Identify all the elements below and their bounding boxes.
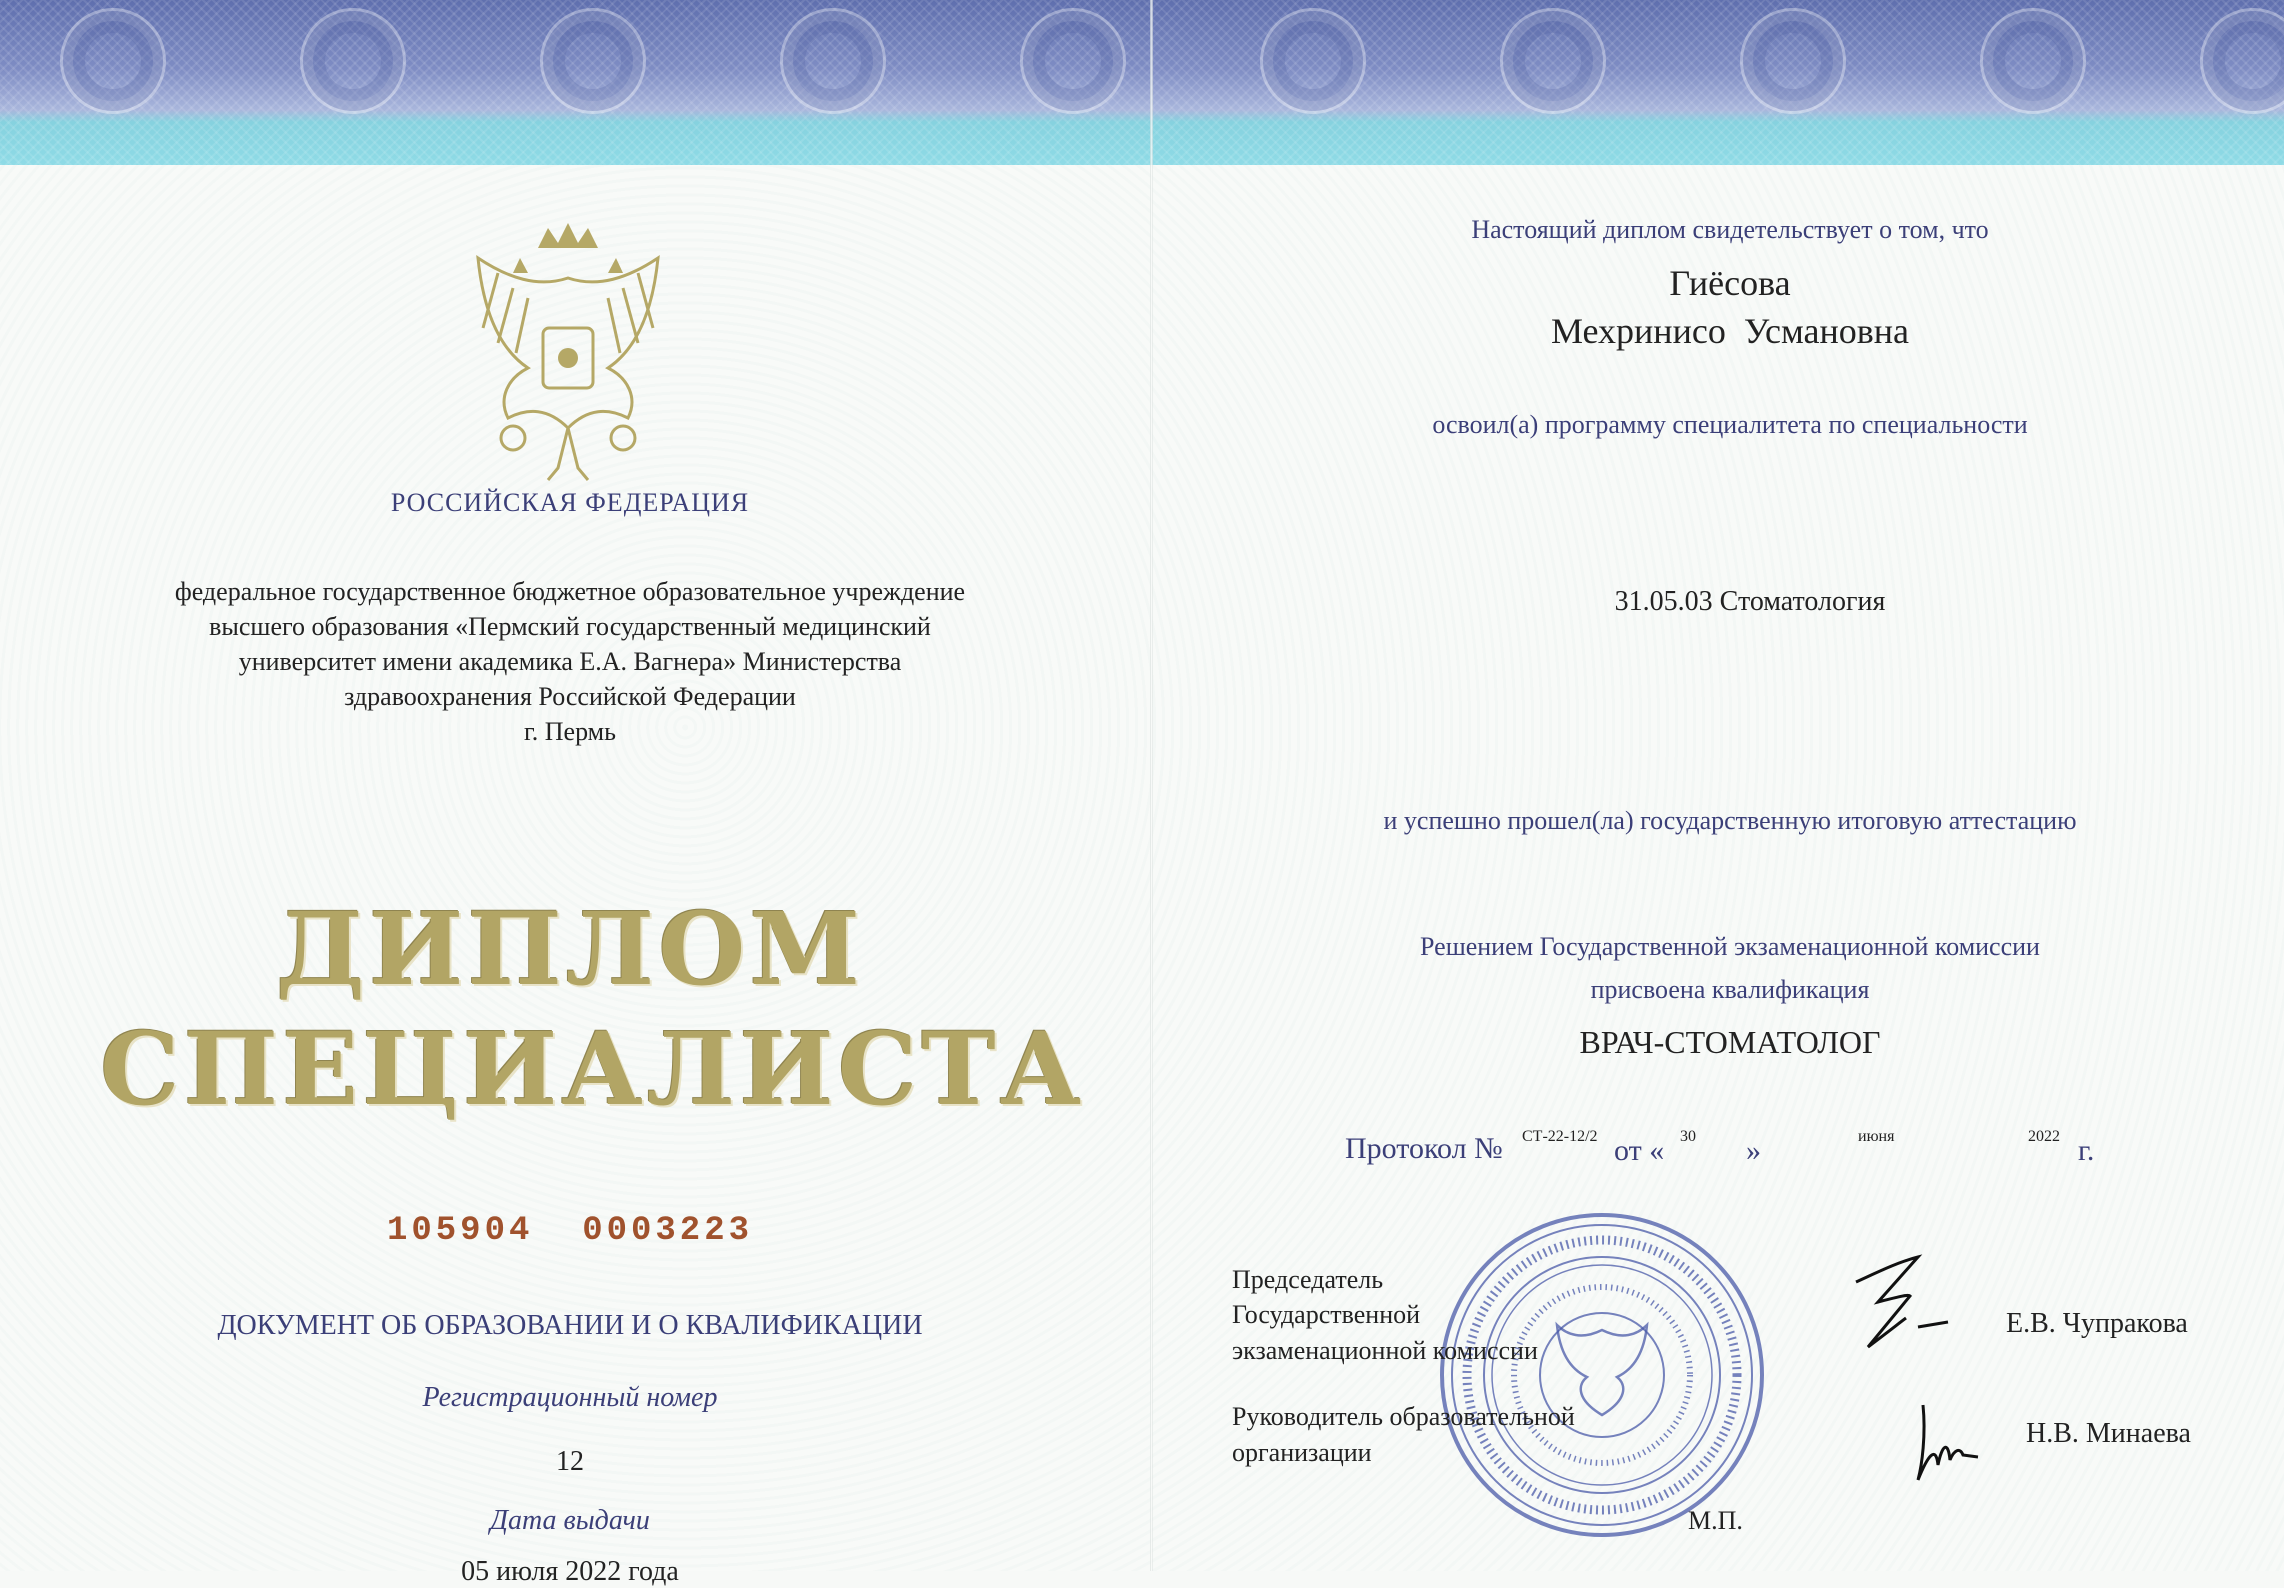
chair-title-line: Председатель	[1232, 1265, 1384, 1294]
protocol-label: Протокол №	[1345, 1132, 1503, 1165]
official-seal-stamp	[1432, 1205, 1772, 1545]
diploma-title: ДИПЛОМ	[275, 890, 865, 1008]
rosette-ornament	[1980, 8, 2086, 114]
head-title-line: Руководитель образовательной	[1232, 1402, 1575, 1431]
chair-title-line: экзаменационной комиссии	[1232, 1336, 1538, 1365]
graduate-surname: Гиёсова	[1669, 263, 1791, 303]
registration-number: 12	[556, 1446, 584, 1477]
head-name: Н.В. Минаева	[2026, 1418, 2191, 1449]
head-title-line: организации	[1232, 1438, 1372, 1467]
document-type: ДОКУМЕНТ ОБ ОБРАЗОВАНИИ И О КВАЛИФИКАЦИИ	[217, 1310, 923, 1341]
qualification-assigned-label: присвоена квалификация	[1590, 975, 1870, 1004]
rosette-ornament	[1260, 8, 1366, 114]
chair-name: Е.В. Чупракова	[2006, 1308, 2188, 1339]
chair-title-line: Государственной	[1232, 1300, 1421, 1329]
diploma-intro: Настоящий диплом свидетельствует о том, что	[1471, 215, 1989, 244]
top-security-band	[0, 0, 2284, 165]
program-text: освоил(а) программу специалитета по специальности	[1432, 410, 2028, 439]
chair-signature	[1848, 1252, 1958, 1362]
rosette-ornament	[540, 8, 646, 114]
protocol-month: июня	[1858, 1128, 1895, 1145]
qualification: ВРАЧ-СТОМАТОЛОГ	[1579, 1024, 1881, 1060]
institution-line: г. Пермь	[524, 717, 616, 746]
attestation-text: и успешно прошел(ла) государственную итоговую аттестацию	[1383, 806, 2077, 835]
protocol-day: 30	[1680, 1128, 1696, 1145]
stamp-place-label: М.П.	[1688, 1506, 1743, 1535]
commission-decision: Решением Государственной экзаменационной комиссии	[1420, 932, 2040, 961]
institution-line: высшего образования «Пермский государственный медицинский	[209, 612, 931, 641]
protocol-year-suffix: г.	[2078, 1134, 2095, 1167]
institution-line: здравоохранения Российской Федерации	[344, 682, 796, 711]
registration-number-label: Регистрационный номер	[422, 1382, 718, 1413]
issue-date-label: Дата выдачи	[490, 1505, 650, 1536]
rosette-ornament	[1740, 8, 1846, 114]
protocol-year: 2022	[2028, 1128, 2060, 1145]
graduate-given-names: Мехринисо Усмановна	[1551, 311, 1909, 351]
rosette-ornament	[780, 8, 886, 114]
issue-date: 05 июля 2022 года	[461, 1556, 679, 1587]
diploma-subtitle: СПЕЦИАЛИСТА	[100, 1010, 1086, 1128]
head-signature	[1908, 1385, 1988, 1495]
rosette-ornament	[300, 8, 406, 114]
coat-of-arms-emblem	[438, 218, 698, 488]
serial-number: 105904 0003223	[386, 1212, 754, 1250]
specialty: 31.05.03 Стоматология	[1614, 586, 1886, 617]
rosette-ornament	[1020, 8, 1126, 114]
institution-line: федеральное государственное бюджетное образовательное учреждение	[174, 577, 966, 606]
protocol-from: от «	[1614, 1134, 1665, 1167]
rosette-ornament	[1500, 8, 1606, 114]
institution-line: университет имени академика Е.А. Вагнера» Министерства	[238, 647, 902, 676]
country-name: РОССИЙСКАЯ ФЕДЕРАЦИЯ	[390, 488, 750, 517]
center-fold	[1150, 0, 1153, 1571]
rosette-ornament	[2200, 8, 2284, 114]
institution-name	[110, 574, 1030, 749]
protocol-number: СТ-22-12/2	[1522, 1128, 1598, 1145]
protocol-quote-close: »	[1746, 1134, 1761, 1167]
rosette-ornament	[60, 8, 166, 114]
